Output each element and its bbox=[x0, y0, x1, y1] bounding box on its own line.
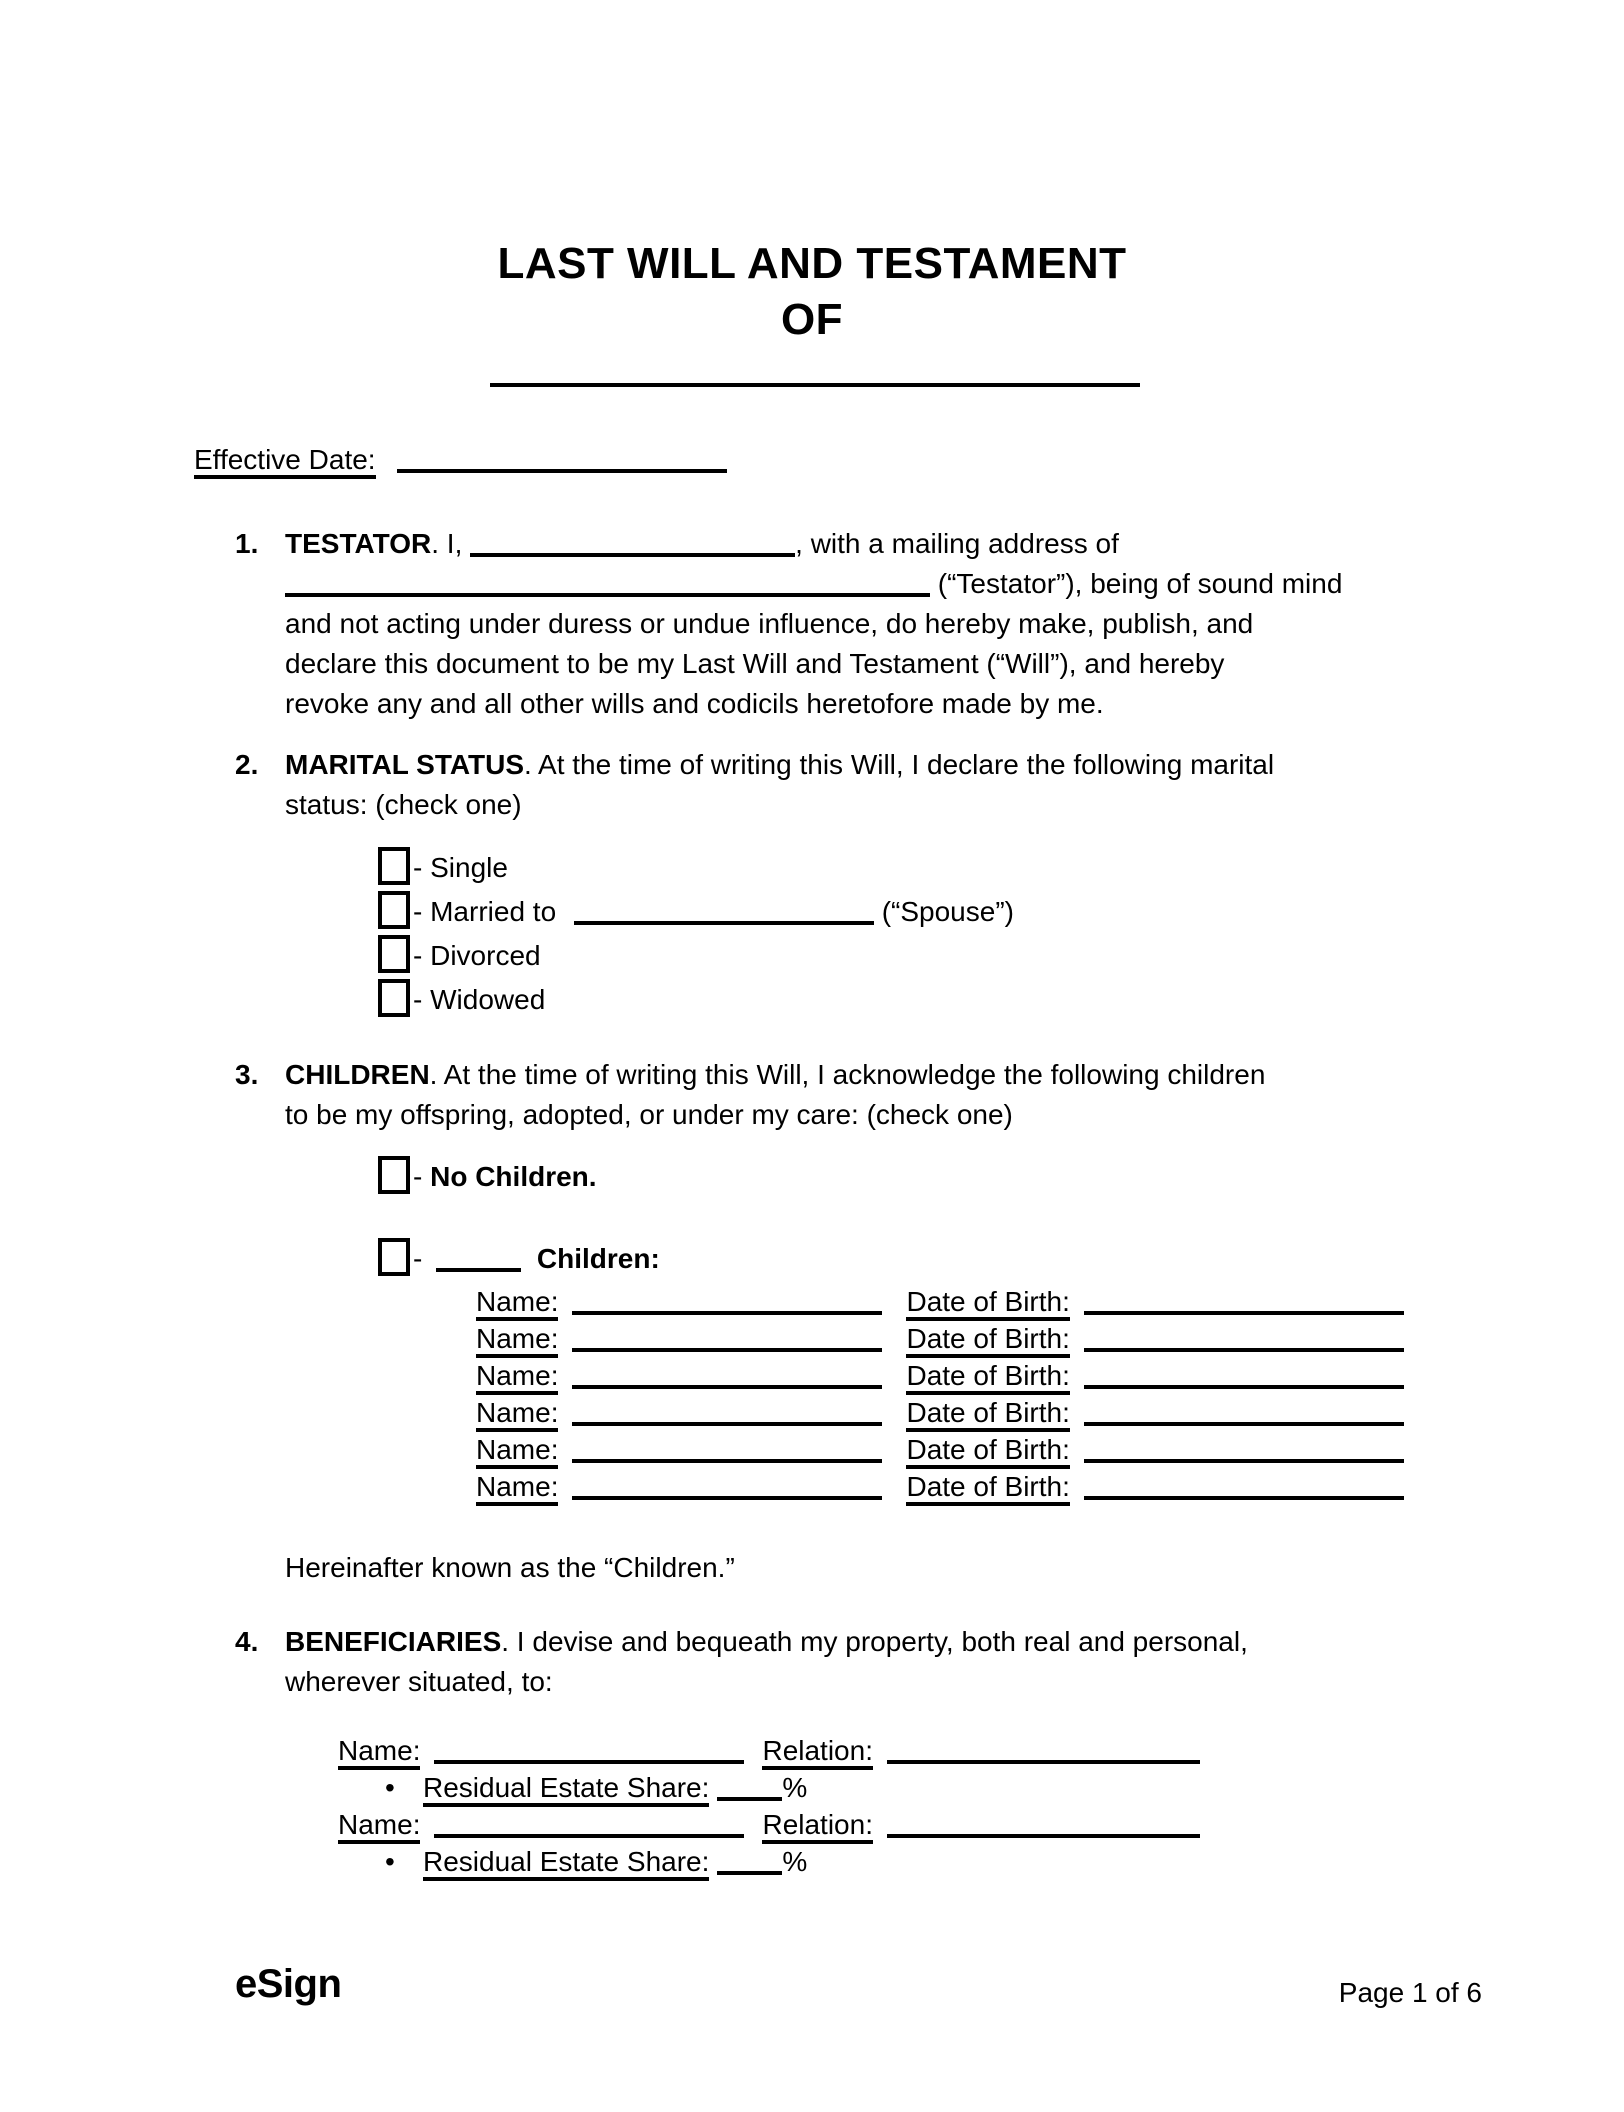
bullet-icon: • bbox=[385, 1772, 395, 1803]
bullet-icon: • bbox=[385, 1846, 395, 1877]
child-name-blank[interactable] bbox=[572, 1346, 882, 1352]
child-row bbox=[476, 1468, 1404, 1505]
testator-name-field[interactable] bbox=[470, 551, 795, 557]
child-dob-label: Date of Birth: bbox=[906, 1397, 1069, 1432]
child-dob-label: Date of Birth: bbox=[906, 1286, 1069, 1321]
section-testator-number: 1. bbox=[235, 528, 259, 559]
child-dob-blank[interactable] bbox=[1084, 1494, 1404, 1500]
single-label: - Single bbox=[413, 852, 508, 883]
single-checkbox[interactable] bbox=[378, 847, 410, 885]
section-testator bbox=[235, 524, 1445, 724]
esign-logo: eSign bbox=[235, 1962, 342, 2006]
section-beneficiaries-text bbox=[285, 1622, 1445, 1702]
testator-line1-tail: , with a mailing address of bbox=[795, 528, 1119, 559]
section-marital-number: 2. bbox=[235, 749, 259, 780]
beneficiary-relation-label: Relation: bbox=[762, 1809, 873, 1844]
marital-line1-tail: . At the time of writing this Will, I declare the following marital bbox=[524, 749, 1275, 780]
percent-sign: % bbox=[782, 1846, 808, 1877]
no-children-dash: - bbox=[413, 1161, 423, 1192]
effective-date-row bbox=[194, 440, 727, 480]
child-name-label: Name: bbox=[476, 1397, 558, 1432]
no-children-label: No Children. bbox=[430, 1161, 597, 1192]
child-dob-blank[interactable] bbox=[1084, 1383, 1404, 1389]
child-dob-blank[interactable] bbox=[1084, 1309, 1404, 1315]
child-name-blank[interactable] bbox=[572, 1309, 882, 1315]
section-children-text bbox=[285, 1055, 1445, 1135]
child-name-blank[interactable] bbox=[572, 1457, 882, 1463]
testator-name-blank[interactable] bbox=[490, 370, 1140, 388]
share-blank[interactable] bbox=[717, 1795, 782, 1801]
divorced-label: - Divorced bbox=[413, 940, 541, 971]
child-dob-blank[interactable] bbox=[1084, 1457, 1404, 1463]
section-beneficiaries-heading: BENEFICIARIES bbox=[285, 1626, 502, 1657]
child-name-label: Name: bbox=[476, 1471, 558, 1506]
title-line-1: LAST WILL AND TESTAMENT bbox=[497, 239, 1127, 288]
effective-date-blank[interactable] bbox=[397, 467, 727, 473]
beneficiary-name-row bbox=[338, 1732, 1200, 1769]
count-children-label: Children: bbox=[536, 1243, 660, 1274]
option-married-row bbox=[378, 890, 1014, 934]
beneficiary-name-label: Name: bbox=[338, 1735, 420, 1770]
no-children-checkbox[interactable] bbox=[378, 1156, 410, 1194]
child-dob-label: Date of Birth: bbox=[906, 1360, 1069, 1395]
share-label: Residual Estate Share: bbox=[423, 1772, 709, 1807]
section-children-number: 3. bbox=[235, 1059, 259, 1090]
title-line-2: OF bbox=[780, 295, 844, 344]
child-row bbox=[476, 1320, 1404, 1357]
child-name-blank[interactable] bbox=[572, 1420, 882, 1426]
child-dob-label: Date of Birth: bbox=[906, 1434, 1069, 1469]
child-dob-blank[interactable] bbox=[1084, 1420, 1404, 1426]
marital-line2: status: (check one) bbox=[285, 789, 522, 820]
child-name-blank[interactable] bbox=[572, 1494, 882, 1500]
beneficiary-share-row bbox=[338, 1769, 1200, 1806]
section-marital-text bbox=[285, 745, 1445, 825]
divorced-checkbox[interactable] bbox=[378, 935, 410, 973]
beneficiary-relation-blank[interactable] bbox=[887, 1832, 1200, 1838]
count-children-checkbox[interactable] bbox=[378, 1238, 410, 1276]
percent-sign: % bbox=[782, 1772, 808, 1803]
married-tail: (“Spouse”) bbox=[873, 896, 1014, 927]
section-beneficiaries-number: 4. bbox=[235, 1626, 259, 1657]
effective-date-label: Effective Date: bbox=[194, 444, 376, 479]
count-children-row bbox=[378, 1237, 660, 1281]
section-marital-status bbox=[235, 745, 1445, 825]
widowed-checkbox[interactable] bbox=[378, 979, 410, 1017]
section-beneficiaries bbox=[235, 1622, 1445, 1702]
beneficiary-share-row bbox=[338, 1843, 1200, 1880]
child-dob-blank[interactable] bbox=[1084, 1346, 1404, 1352]
beneficiary-relation-label: Relation: bbox=[762, 1735, 873, 1770]
child-dob-label: Date of Birth: bbox=[906, 1323, 1069, 1358]
child-row bbox=[476, 1357, 1404, 1394]
testator-line4: declare this document to be my Last Will and Testament (“Will”), and hereby bbox=[285, 648, 1225, 679]
spouse-name-blank[interactable] bbox=[574, 919, 874, 925]
child-name-label: Name: bbox=[476, 1434, 558, 1469]
child-name-blank[interactable] bbox=[572, 1383, 882, 1389]
page-indicator: Page 1 of 6 bbox=[1338, 1977, 1482, 2008]
child-row bbox=[476, 1283, 1404, 1320]
testator-lead: . I, bbox=[431, 528, 463, 559]
count-children-dash: - bbox=[413, 1243, 423, 1274]
children-table bbox=[476, 1283, 1404, 1505]
option-single-row bbox=[378, 846, 1014, 890]
option-widowed-row bbox=[378, 978, 1014, 1022]
child-row bbox=[476, 1394, 1404, 1431]
child-name-label: Name: bbox=[476, 1360, 558, 1395]
testator-line3: and not acting under duress or undue influence, do hereby make, publish, and bbox=[285, 608, 1254, 639]
beneficiaries-list bbox=[338, 1732, 1200, 1880]
share-blank[interactable] bbox=[717, 1869, 782, 1875]
beneficiary-name-row bbox=[338, 1806, 1200, 1843]
children-line2: to be my offspring, adopted, or under my care: (check one) bbox=[285, 1099, 1013, 1130]
beneficiary-name-label: Name: bbox=[338, 1809, 420, 1844]
children-line1-tail: . At the time of writing this Will, I acknowledge the following children bbox=[429, 1059, 1266, 1090]
testator-line2-tail: (“Testator”), being of sound mind bbox=[930, 568, 1343, 599]
testator-line5: revoke any and all other wills and codicils heretofore made by me. bbox=[285, 688, 1104, 719]
widowed-label: - Widowed bbox=[413, 984, 546, 1015]
hereinafter-note: Hereinafter known as the “Children.” bbox=[285, 1552, 735, 1583]
beneficiary-relation-blank[interactable] bbox=[887, 1758, 1200, 1764]
child-name-label: Name: bbox=[476, 1323, 558, 1358]
beneficiary-name-blank[interactable] bbox=[434, 1832, 744, 1838]
beneficiaries-line2: wherever situated, to: bbox=[285, 1666, 553, 1697]
document-title bbox=[0, 236, 1624, 348]
share-label: Residual Estate Share: bbox=[423, 1846, 709, 1881]
married-label: - Married to bbox=[413, 896, 557, 927]
child-row bbox=[476, 1431, 1404, 1468]
children-count-blank[interactable] bbox=[436, 1266, 521, 1272]
beneficiary-name-blank[interactable] bbox=[434, 1758, 744, 1764]
child-dob-label: Date of Birth: bbox=[906, 1471, 1069, 1506]
section-children bbox=[235, 1055, 1445, 1135]
section-children-heading: CHILDREN bbox=[285, 1059, 430, 1090]
section-testator-text bbox=[285, 524, 1445, 724]
married-checkbox[interactable] bbox=[378, 891, 410, 929]
beneficiaries-line1-tail: . I devise and bequeath my property, both real and personal, bbox=[501, 1626, 1248, 1657]
section-marital-heading: MARITAL STATUS bbox=[285, 749, 525, 780]
option-divorced-row bbox=[378, 934, 1014, 978]
no-children-row bbox=[378, 1155, 597, 1199]
section-testator-heading: TESTATOR bbox=[285, 528, 432, 559]
testator-address-field[interactable] bbox=[285, 591, 930, 597]
marital-options bbox=[378, 846, 1014, 1022]
child-name-label: Name: bbox=[476, 1286, 558, 1321]
